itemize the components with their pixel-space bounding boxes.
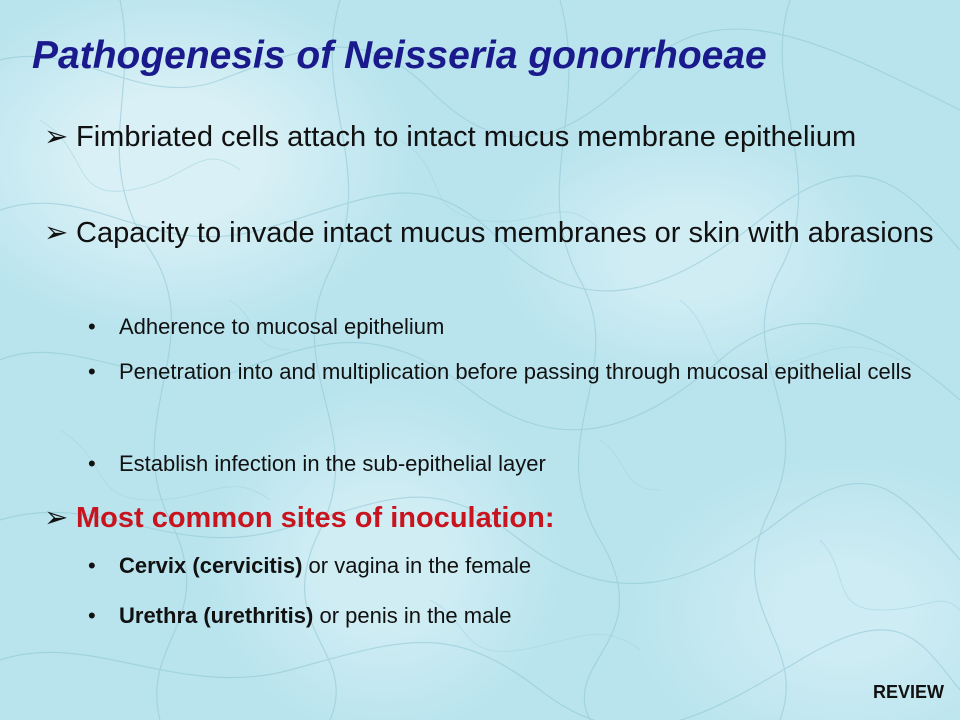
arrow-bullet-icon: ➢ xyxy=(44,502,69,534)
dot-bullet-icon: • xyxy=(88,603,96,628)
slide-title: Pathogenesis of Neisseria gonorrhoeae xyxy=(32,34,767,77)
sub-bullet-urethra xyxy=(88,600,918,632)
bullet-invade xyxy=(44,212,944,254)
sub-bullet-text: Establish infection in the sub-epithelial layer xyxy=(119,451,546,476)
dot-bullet-icon: • xyxy=(88,314,96,339)
review-label: REVIEW xyxy=(872,682,944,702)
sub-bullet-bold: Urethra (urethritis) xyxy=(119,603,314,628)
arrow-bullet-icon: ➢ xyxy=(44,217,69,249)
bullet-attach xyxy=(44,116,944,158)
sub-bullet-text: Adherence to mucosal epithelium xyxy=(119,314,445,339)
bullet-text: Fimbriated cells attach to intact mucus membrane epithelium xyxy=(76,121,857,153)
dot-bullet-icon: • xyxy=(88,359,96,384)
sub-bullet-text xyxy=(119,600,918,632)
bullet-text: Capacity to invade intact mucus membranes or skin with abrasions xyxy=(76,217,934,249)
sub-bullet-text: Penetration into and multiplication before passing through mucosal epithelial cells xyxy=(119,359,912,384)
bullet-text-highlight: Most common sites of inoculation: xyxy=(76,502,555,534)
sub-bullet-cervix xyxy=(88,550,918,582)
bullet-sites xyxy=(44,497,944,539)
sub-bullet-penetration xyxy=(88,356,918,388)
sub-bullet-adherence xyxy=(88,311,918,343)
sub-bullet-establish xyxy=(88,448,918,480)
dot-bullet-icon: • xyxy=(88,451,96,476)
arrow-bullet-icon: ➢ xyxy=(44,121,69,153)
sub-bullet-text xyxy=(119,550,918,582)
dot-bullet-icon: • xyxy=(88,553,96,578)
sub-bullet-rest: or penis in the male xyxy=(313,603,512,628)
sub-bullet-bold: Cervix (cervicitis) xyxy=(119,553,303,578)
sub-bullet-rest: or vagina in the female xyxy=(302,553,532,578)
